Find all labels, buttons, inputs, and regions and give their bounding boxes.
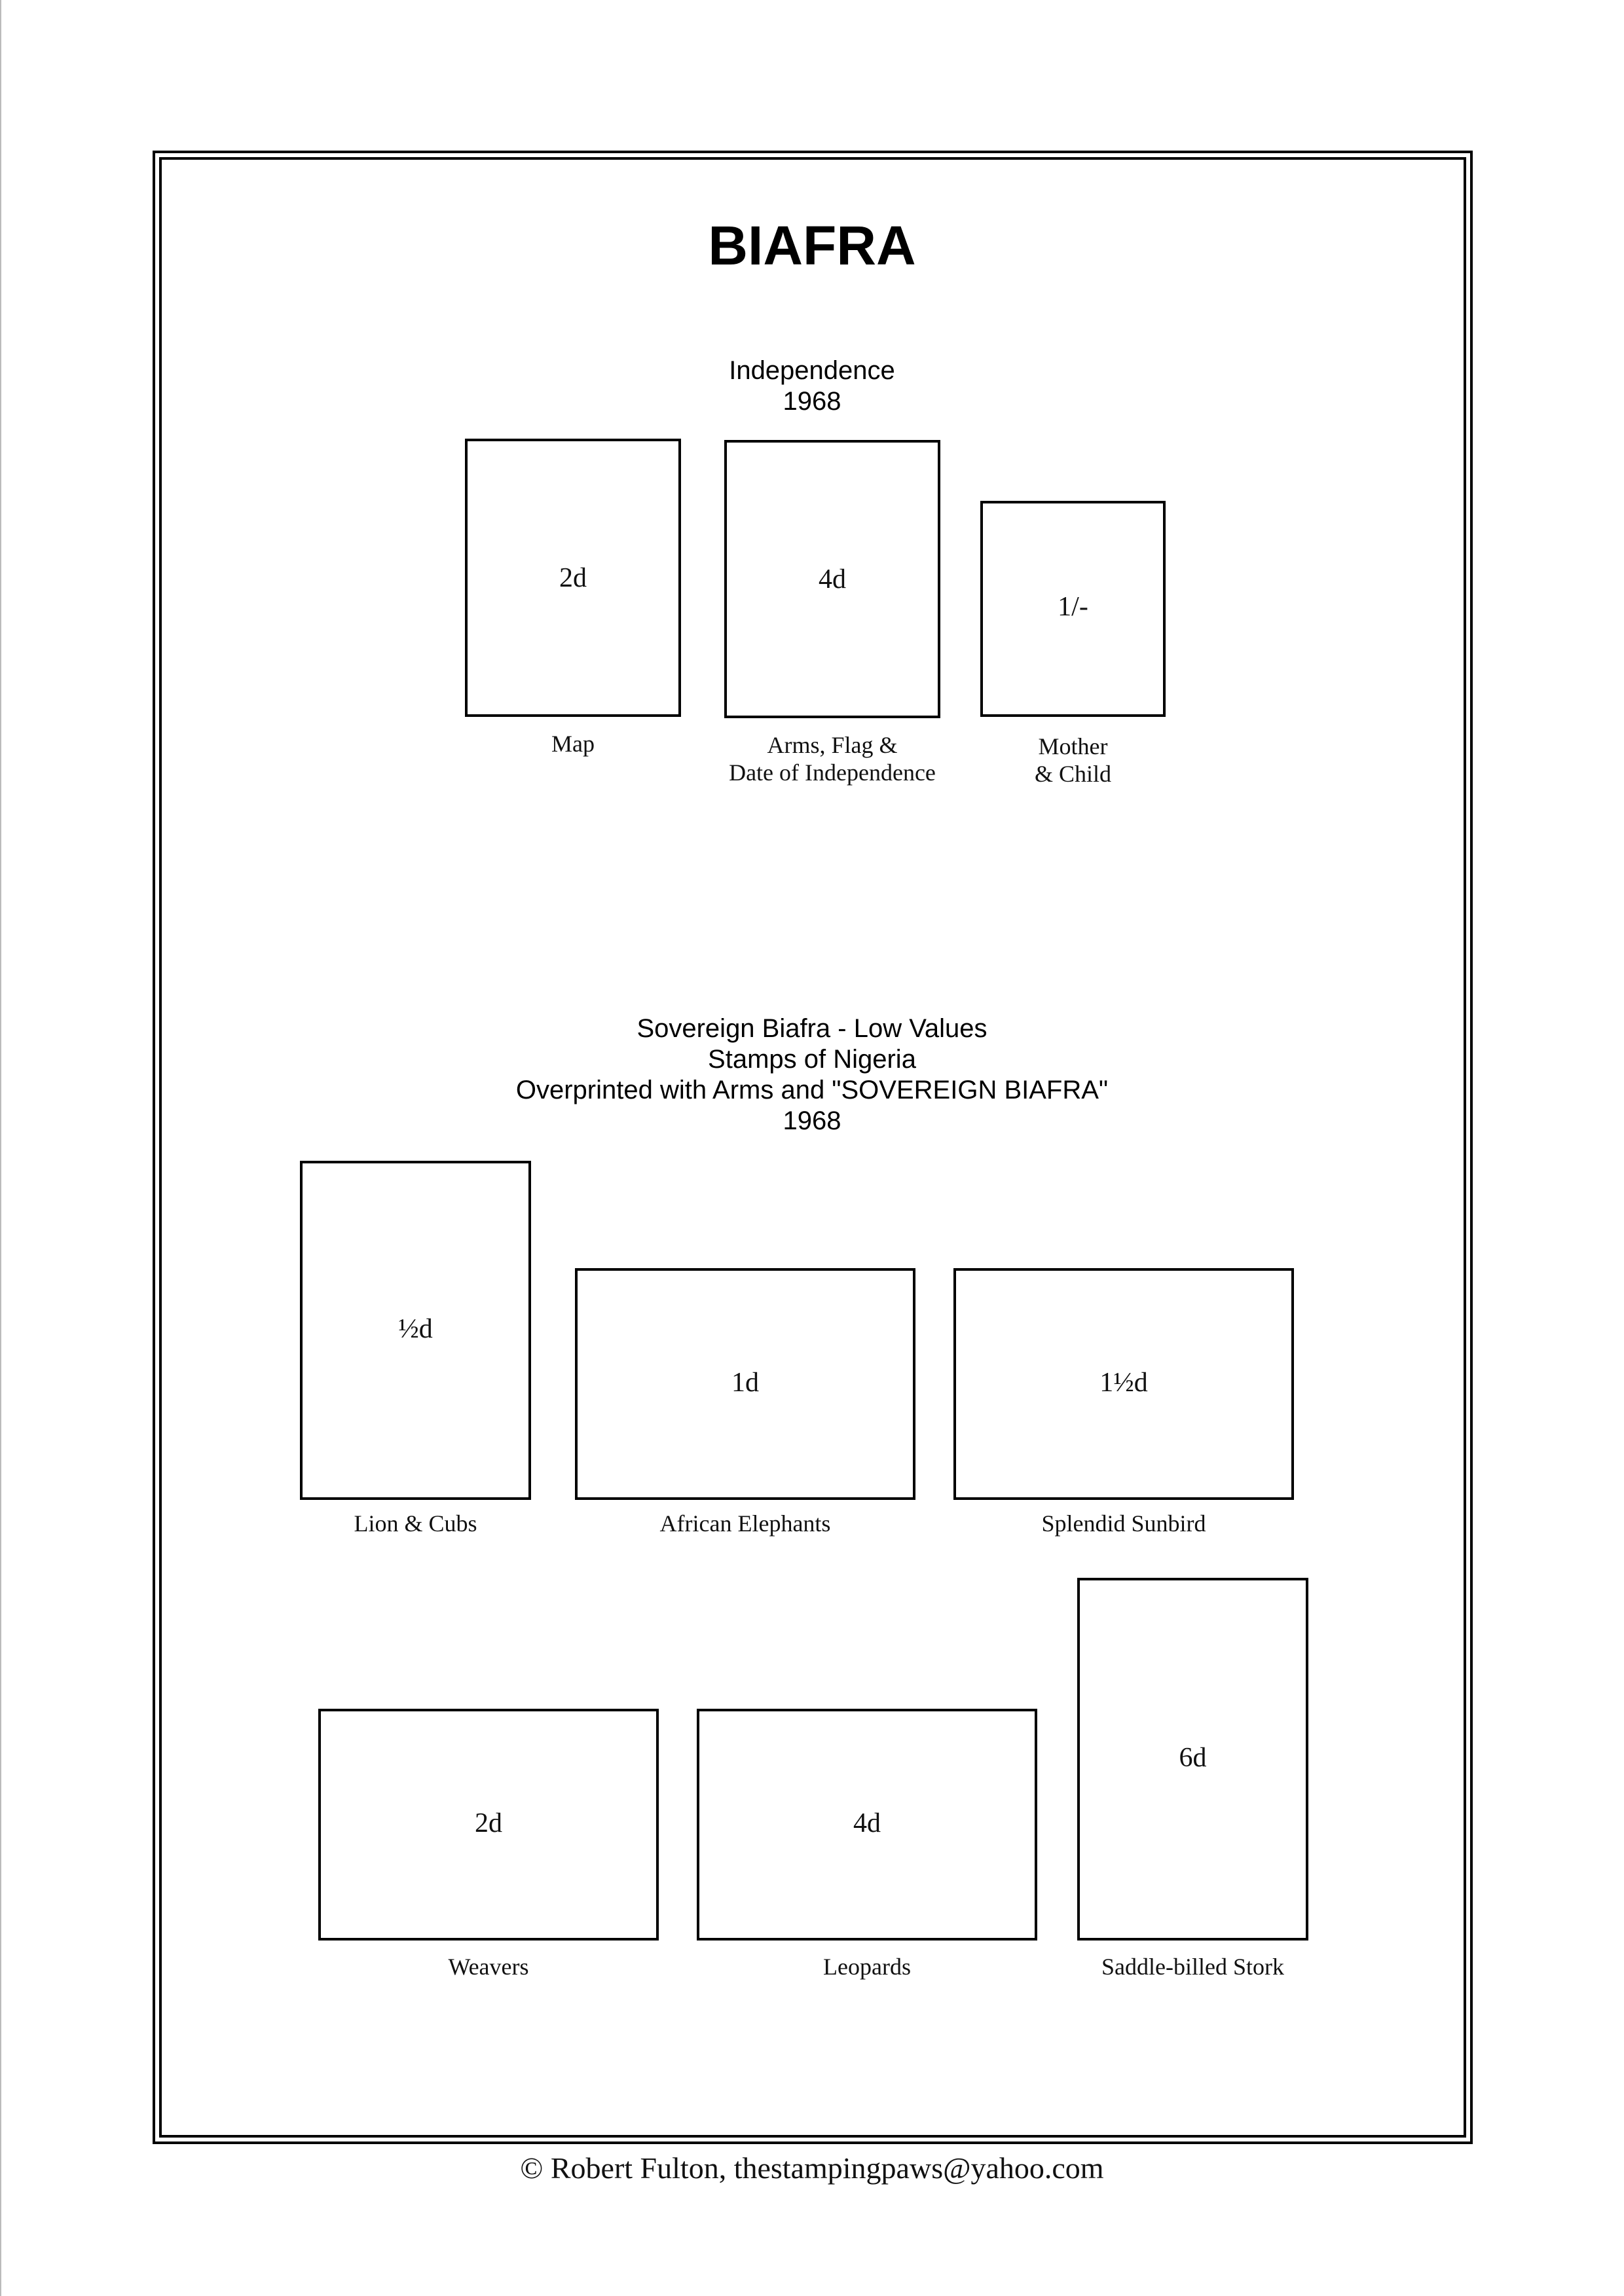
stamp-box-1d-elephants[interactable]: [575, 1268, 915, 1500]
stamp-value: 1½d: [1099, 1368, 1148, 1398]
caption-line: Mother: [1038, 733, 1108, 759]
stamp-box-1s-mother[interactable]: [980, 501, 1166, 717]
caption-line: Map: [551, 731, 595, 757]
stamp-value: 1/-: [1058, 592, 1088, 622]
caption-line: African Elephants: [659, 1510, 831, 1537]
section-heading-sovereign: [0, 1013, 1624, 1137]
caption-line: Date of Independence: [729, 759, 936, 786]
stamp-caption: [575, 1510, 915, 1537]
heading-line: Stamps of Nigeria: [708, 1045, 916, 1074]
stamp-value: 4d: [819, 564, 846, 594]
copyright-footer: © Robert Fulton, thestampingpaws@yahoo.com: [520, 2151, 1104, 2185]
stamp-caption: [1048, 1953, 1338, 1980]
stamp-caption: [465, 730, 681, 757]
caption-line: Weavers: [448, 1954, 529, 1980]
caption-line: Arms, Flag &: [767, 732, 898, 758]
stamp-box-4d-leopards[interactable]: [697, 1709, 1037, 1941]
heading-line: 1968: [783, 1106, 841, 1135]
caption-line: Lion & Cubs: [354, 1510, 477, 1537]
caption-line: Saddle-billed Stork: [1101, 1954, 1284, 1980]
caption-line: Leopards: [823, 1954, 911, 1980]
stamp-box-2d-weavers[interactable]: [318, 1709, 659, 1941]
stamp-value: 2d: [559, 563, 587, 593]
stamp-box-4d-arms[interactable]: [724, 440, 940, 718]
caption-line: & Child: [1034, 761, 1112, 787]
page-left-edge: [0, 0, 1, 2296]
stamp-caption: [980, 733, 1166, 788]
stamp-value: 6d: [1179, 1743, 1207, 1773]
stamp-caption: [697, 1953, 1037, 1980]
heading-line: Overprinted with Arms and "SOVEREIGN BIAFRA": [515, 1076, 1109, 1104]
heading-line: Independence: [729, 356, 895, 385]
stamp-value: 4d: [853, 1808, 881, 1838]
stamp-box-halfd-lion[interactable]: [300, 1161, 531, 1500]
stamp-box-1halfd-sunbird[interactable]: [953, 1268, 1294, 1500]
stamp-caption: [953, 1510, 1294, 1537]
heading-line: 1968: [783, 387, 841, 416]
heading-line: Sovereign Biafra - Low Values: [637, 1014, 987, 1043]
stamp-value: ½d: [398, 1314, 433, 1344]
stamp-box-2d-map[interactable]: [465, 439, 681, 717]
stamp-value: 1d: [731, 1368, 759, 1398]
page-title: BIAFRA: [708, 215, 916, 276]
stamp-caption: [287, 1510, 544, 1537]
section-heading-independence: [0, 355, 1624, 417]
stamp-box-6d-stork[interactable]: [1077, 1578, 1308, 1941]
stamp-caption: [318, 1953, 659, 1980]
stamp-caption: [698, 731, 967, 786]
stamp-value: 2d: [475, 1808, 502, 1838]
caption-line: Splendid Sunbird: [1041, 1510, 1206, 1537]
